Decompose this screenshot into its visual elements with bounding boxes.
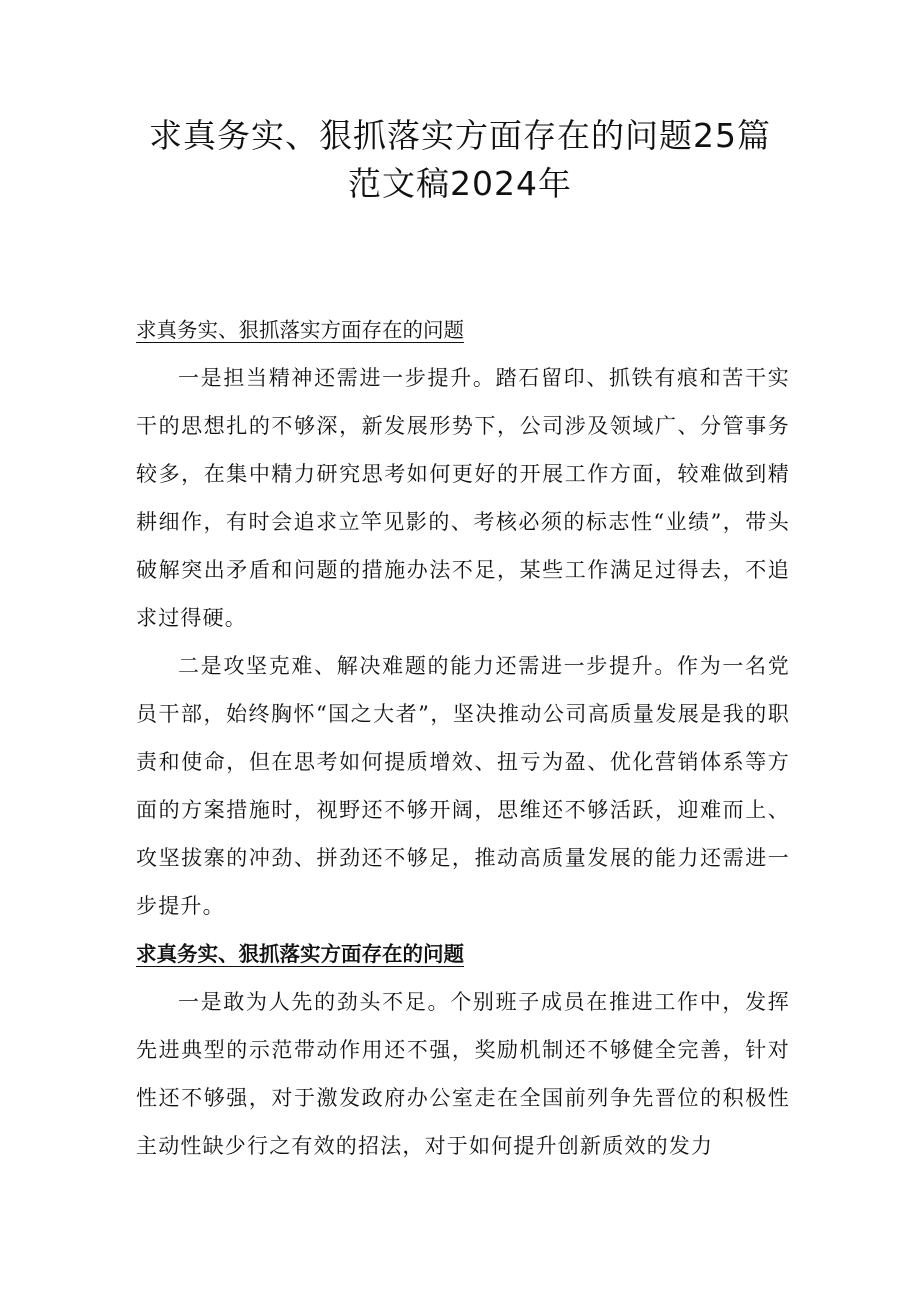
- paragraph: 一是敢为人先的劲头不足。个别班子成员在推进工作中，发挥先进典型的示范带动作用还不强，奖励机制还不够健全完善，针对性还不够强，对于激发政府办公室走在全国前列争先晋位的积极性主动性缺少行之有效的招法，对于如何提升创新质效的发力: [136, 990, 790, 1158]
- document-title: [120, 112, 800, 208]
- title-line-1: 求真务实、狠抓落实方面存在的问题25篇: [149, 116, 771, 155]
- paragraph: 二是攻坚克难、解决难题的能力还需进一步提升。作为一名党员干部，始终胸怀“国之大者”，坚决推动公司高质量发展是我的职责和使命，但在思考如何提质增效、扭亏为盈、优化营销体系等方面的方案措施时，视野还不够开阔，思维还不够活跃，迎难而上、攻坚拔寨的冲劲、拼劲还不够足，推动高质量发展的能力还需进一步提升。: [136, 654, 790, 918]
- paragraph: 一是担当精神还需进一步提升。踏石留印、抓铁有痕和苦干实干的思想扎的不够深，新发展形势下，公司涉及领域广、分管事务较多，在集中精力研究思考如何更好的开展工作方面，较难做到精耕细作，有时会追求立竿见影的、考核必须的标志性“业绩”，带头破解突出矛盾和问题的措施办法不足，某些工作满足过得去，不追求过得硬。: [136, 366, 790, 630]
- title-line-2: 范文稿2024年: [348, 164, 572, 203]
- section-1: [136, 306, 790, 930]
- section-heading: 求真务实、狠抓落实方面存在的问题: [136, 318, 464, 342]
- section-heading: 求真务实、狠抓落实方面存在的问题: [136, 942, 464, 966]
- section-2: [136, 930, 790, 1170]
- document-body: [136, 306, 790, 1170]
